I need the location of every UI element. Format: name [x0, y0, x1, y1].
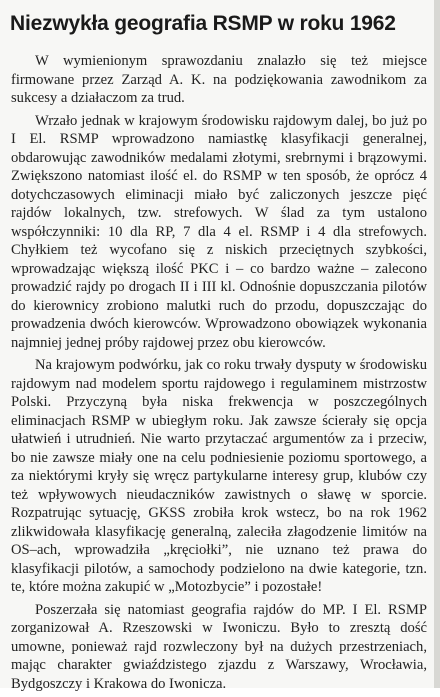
article-paragraph-4: Poszerzała się natomiast geografia rajdów do MP. I El. RSMP zorganizował A. Rzeszowski w Iwoniczu. Było to zresztą dość umowne, ponieważ rajd rozwleczony był na dużych przestrzeniach, mając charakter gwiaździstego zjazdu z Warszawy, Wrocławia, Bydgoszczy i Krakowa do Iwonicza. — [11, 601, 427, 692]
article-title: Niezwykła geografia RSMP w roku 1962 — [10, 12, 396, 35]
article-paragraph-1: W wymienionym sprawozdaniu znalazło się też miejsce firmowane przez Zarząd A. K. na podziękowania zawodnikom za sukcesy a działaczom za trud. — [11, 53, 427, 106]
article-paragraph-2: Wrzało jednak w krajowym środowisku rajdowym dalej, bo już po I El. RSMP wprowadzono namiastkę klasyfikacji generalnej, obdarowując zawodników medalami złotymi, srebrnymi i brązowymi. Zwiększono natomiast ilość el. do RSMP w ten sposób, że oprócz 4 dotychczasowych eliminacji miało być zaliczonych jeszcze pięć rajdów lokalnych, tzw. strefowych. W ślad za tym ustalono współczynniki: 10 dla RP, 7 dla 4 el. RSMP i 4 dla strefowych. Chyłkiem też wycofano się z niskich przeciętnych szybkości, wprowadzając większą ilość PKC i – co bardzo ważne – zalecono prowadzić rajdy po drogach II i III kl. Odnośnie dopuszczania pilotów do kierownicy zrobiono malutki ruch do przodu, dopuszczając do prowadzenia dwóch kierowców. Wprowadzono obowiązek wykonania najmniej jednej próby rajdowej przez obu kierowców. — [11, 112, 427, 351]
article-paragraph-3: Na krajowym podwórku, jak co roku trwały dysputy w środowisku rajdowym nad modelem sportu rajdowego i regulaminem mistrzostw Polski. Przyczyną była niska frekwencja w poszczególnych eliminacjach RSMP w ubiegłym roku. Jak zawsze ścierały się opcja ułatwień i utrudnień. Nie warto przytaczać argumentów za i przeciw, bo nie zawsze miały one na celu podniesienie poziomu sportowego, a za niektórymi kryły się wręcz partykularne interesy grup, klubów czy też wpływowych nieudaczników zawistnych o sławę w sporcie. Rozpatrując sytuację, GKSS zrobiła krok wstecz, bo na rok 1962 zlikwidowała klasyfikację generalną, zaleciła złagodzenie limitów na OS–ach, wprowadziła „kręciołki”, nie uznano też prawa do klasyfikacji pilotów, a samochody podzielono na dwie kategorie, tzn. te, które można zakupić w „Motozbycie” i pozostałe! — [11, 357, 427, 595]
article-body — [11, 52, 427, 697]
